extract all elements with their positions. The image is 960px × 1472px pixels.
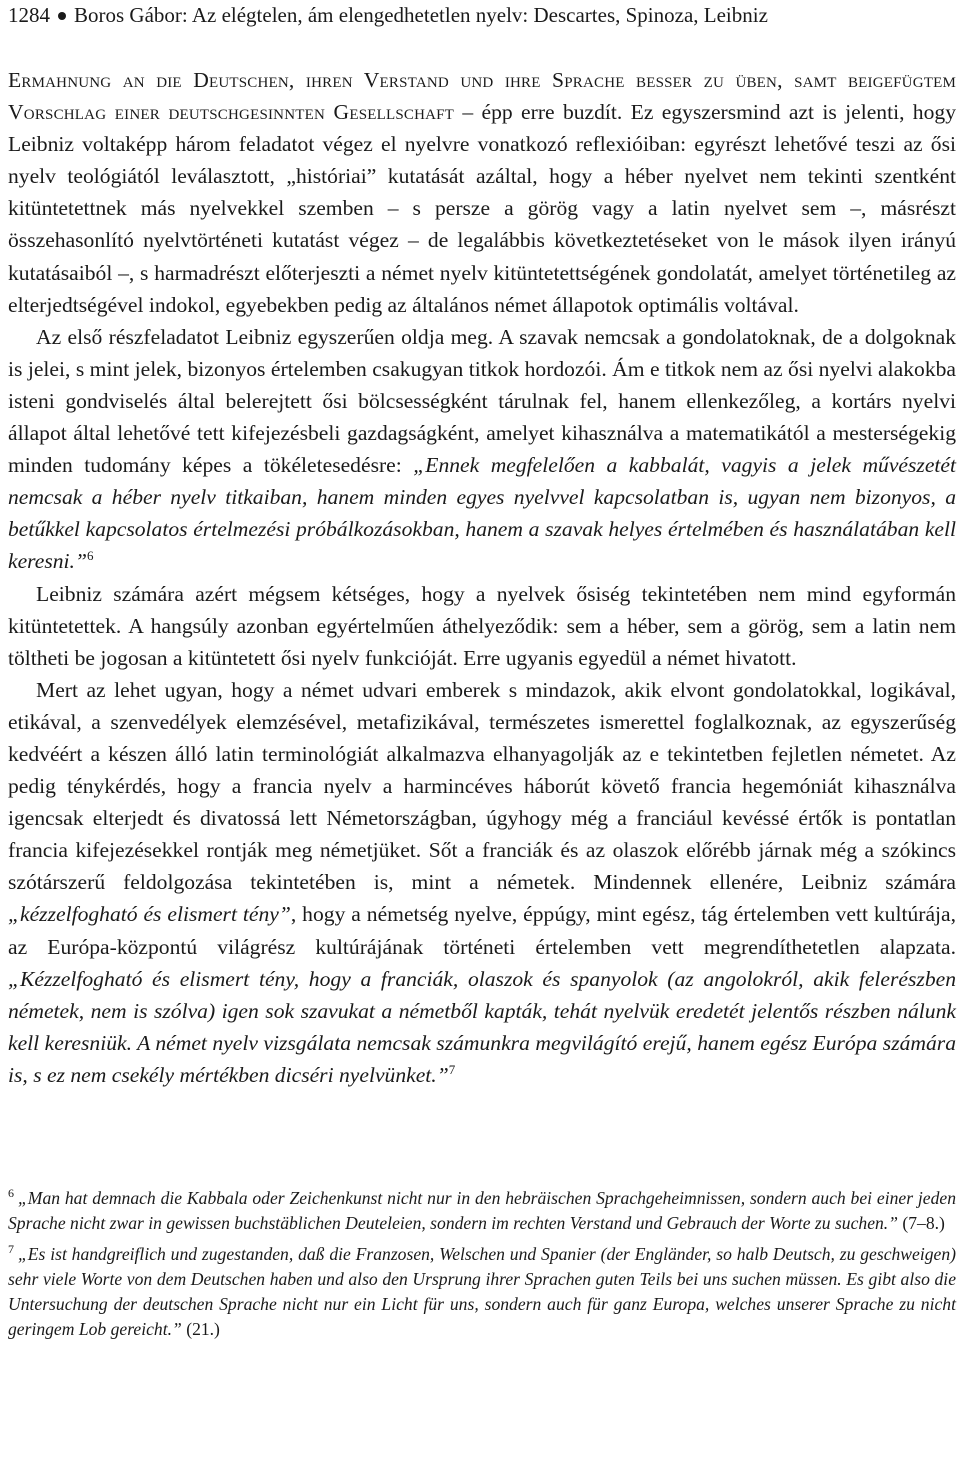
paragraph-4	[8, 674, 956, 1091]
running-header	[8, 2, 956, 28]
footnote-quote: „Man hat demnach die Kabbala oder Zeichenkunst nicht nur in den hebräischen Sprachgeheimnissen, sondern auch bei einer jeden Sprache nicht zwar in gewissen buchstäblichen Deuteleien, sondern im rechten Verstand und Gebrauch der Worte zu suchen.”	[8, 1188, 956, 1233]
paragraph-1	[8, 64, 956, 321]
paragraph-2-text: Az első részfeladatot Leibniz egyszerűen oldja meg. A szavak nemcsak a gondolatoknak, de a dolgoknak is jelei, s mint jelek, bizonyos értelemben csakugyan titkok hordozói. Ám e titkok nem az ősi nyelvi alakokba isteni gondviselés által belerejtett ősi bölcsességként tárulnak fel, hanem ellenkezőleg, a kortárs nyelvi állapot által lehetővé tett kifejezésbeli gazdagságként, amelyet kihasználva a matematikától a mesterségekig minden tudomány képes a tökéletesedésre:	[8, 324, 956, 478]
paragraph-3-text: Leibniz számára azért mégsem kétséges, hogy a nyelvek ősiség tekintetében nem mind egyformán kitüntetettek. A hangsúly azonban egyértelműen áthelyeződik: sem a héber, sem a görög, sem a latin nem töltheti be jogosan a kitüntetett ősi nyelv funkcióját. Erre ugyanis egyedül a német hivatott.	[8, 581, 956, 670]
main-text	[8, 64, 956, 1091]
footnote-mark: 6	[8, 1186, 14, 1201]
footnote-ref: (21.)	[181, 1319, 220, 1339]
quote-tangible-fact: „kézzelfogható és elismert tény”	[8, 902, 291, 927]
work-title: Ermahnung an die Deutschen, ihren Verstand und ihre Sprache besser zu üben, samt beigefügtem Vorschlag einer deutschgesinnten Gesellschaft	[8, 68, 956, 125]
footnote-ref-7[interactable]: 7	[448, 1061, 456, 1077]
paragraph-4-middle: , hogy a németség nyelve, éppúgy, mint egész, tág értelemben vett kultúrája, az Európa-központú világrész kultúrájának történeti értelemben vett megrendíthetetlen alapzata.	[8, 902, 957, 959]
footnote-ref-6[interactable]: 6	[86, 548, 94, 564]
quote-kabbala: „Ennek megfelelően a kabbalát, vagyis a jelek művészetét nemcsak a héber nyelv titkaiban, hanem minden egyes nyelvvel kapcsolatban is, ugyan nem bizonyos, a betűkkel kapcsolatos értelmezési próbálkozásokban, hanem a szavak helyes értelmében és használatában kell keresni.”	[8, 453, 956, 574]
footnote-7	[8, 1242, 956, 1342]
footnote-mark: 7	[8, 1242, 14, 1257]
paragraph-2	[8, 321, 956, 578]
quote-european-languages: „Kézzelfogható és elismert tény, hogy a franciák, olaszok és spanyolok (az angolokról, akik felerészben németek, nem is szólva) igen sok szavukat a németből kapták, tehát nyelvük eredetét jelentős részben nálunk kell keresniük. A német nyelv vizsgálata nemcsak számunkra megvilágító erejű, hanem egész Európa számára is, s ez nem csekély mértékben dicséri nyelvünket.”	[8, 966, 956, 1087]
running-title: Boros Gábor: Az elégtelen, ám elengedhetetlen nyelv: Descartes, Spinoza, Leibniz	[74, 3, 768, 27]
footnote-quote: „Es ist handgreiflich und zugestanden, daß die Franzosen, Welschen und Spanier (der Engländer, so halb Deutsch, zu geschweigen) sehr viele Worte von dem Deutschen haben und also den Ursprung ihrer Sprachen guten Teils bei uns suchen müssen. Es gibt also die Untersuchung der deutschen Sprache nicht nur ein Licht für uns, sondern auch für ganz Europa, welches unserer Sprache zu nicht geringem Lob gereicht.”	[8, 1244, 956, 1339]
page-number: 1284	[8, 3, 50, 27]
paragraph-1-text: – épp erre buzdít. Ez egyszersmind azt is jelenti, hogy Leibniz voltaképp három feladatot végez el nyelvre vonatkozó reflexióiban: egyrészt lehetővé teszi az ősi nyelv teológiától leválasztott, „históriai” kutatását azáltal, hogy a héber nyelvet nem tekinti szentként kitüntetettnek más nyelvekkel szemben – s persze a görög vagy a latin nyelvet sem –, másrészt összehasonlító nyelvtörténeti kutatást végez – de legalábbis következtetéseket von le mások ilyen irányú kutatásaiból –, s harmadrészt előterjeszti a német nyelv kitüntetettségének gondolatát, amelyet történetileg az elterjedtségével indokol, egyebekben pedig az általános német állapotok optimális voltával.	[8, 100, 956, 317]
footnotes	[8, 1186, 956, 1348]
paragraph-4-text: Mert az lehet ugyan, hogy a német udvari emberek s mindazok, akik elvont gondolatokkal, logikával, etikával, a szenvedélyek elemzésével, metafizikával, természetes ismerettel foglalkoznak, az egyszerűség kedvéért a készen álló latin terminológiát alkalmazva elhanyagolják az e tekintetben fejletlen németet. Az pedig ténykérdés, hogy a francia nyelv a harmincéves háborút követő francia hegemóniát kihasználva igencsak elterjedt és divatossá lett Németországban, úgyhogy még a franciául kevéssé értők is pontatlan francia kifejezésekkel rontják meg németjüket. Sőt a franciák és az olaszok előrébb járnak még a szókincs szótárszerű feldolgozása tekintetében is, mint a németek. Mindennek ellenére, Leibniz számára	[8, 677, 956, 895]
footnote-ref: (7–8.)	[898, 1213, 945, 1233]
footnote-6	[8, 1186, 956, 1236]
paragraph-3	[8, 578, 956, 674]
bullet-separator-icon	[58, 12, 66, 20]
